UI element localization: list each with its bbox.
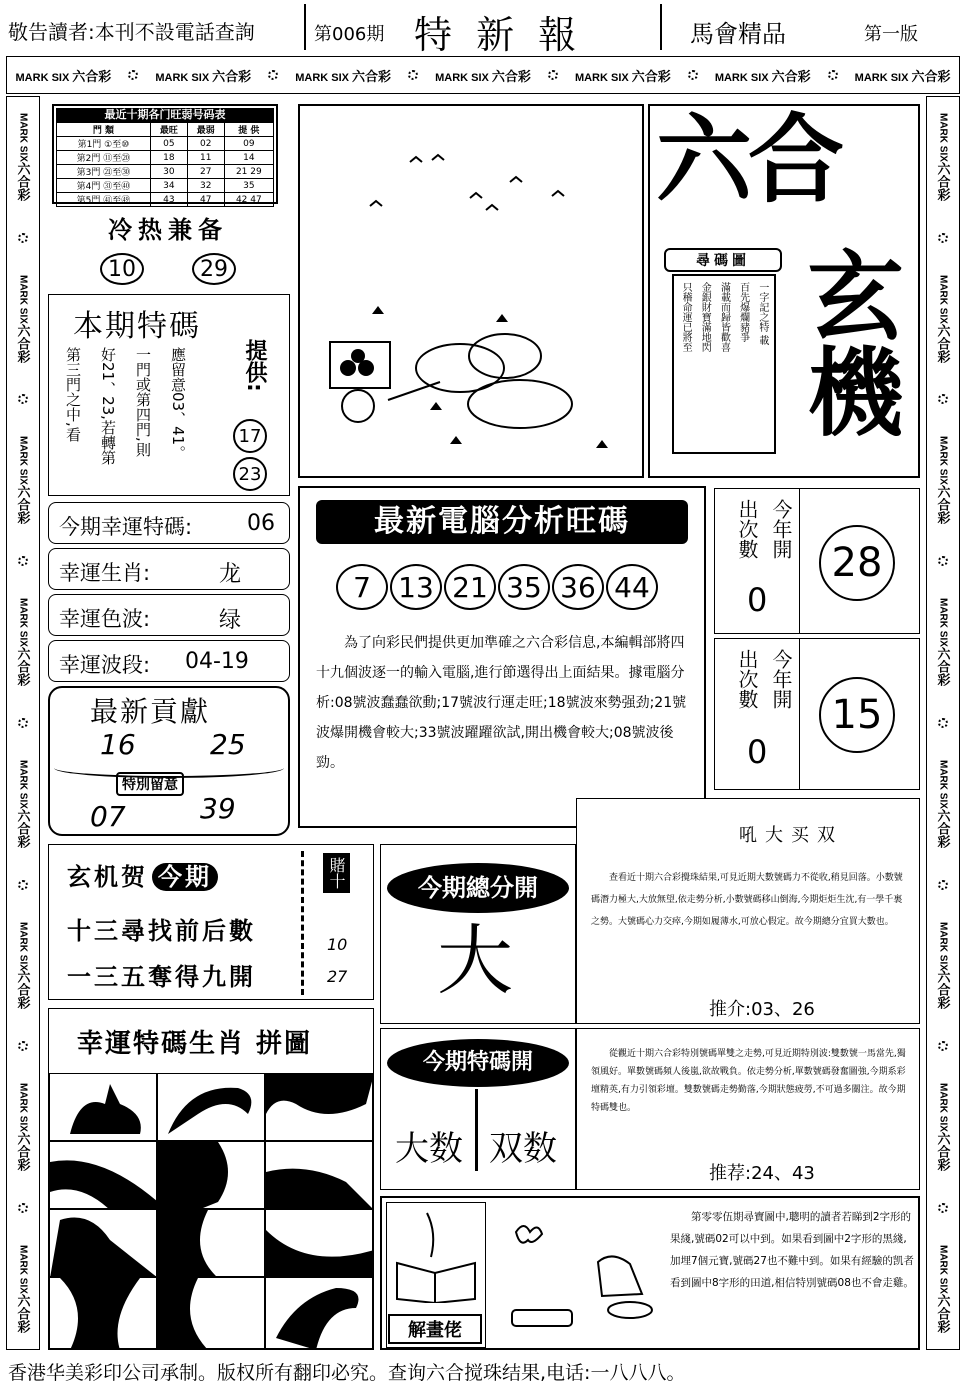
- big-small-panel: [380, 844, 576, 1024]
- ball-icon: [128, 70, 138, 80]
- offer-number: 17: [233, 419, 267, 453]
- xuanji-panel: [48, 844, 374, 1000]
- analysis-number: 35: [498, 564, 550, 610]
- odd-even-banner: 今期特碼開: [387, 1039, 569, 1087]
- table-row: 第4門 ㉛至㊵ 34 32 35: [57, 179, 274, 193]
- xuanji-highlight: 今期: [152, 863, 218, 891]
- year-stat-number: 28: [819, 525, 895, 601]
- table-row: 第2門 ⑪至⑳ 18 11 14: [57, 151, 274, 165]
- odd-even-recommend: 推荐:24、43: [709, 1163, 815, 1184]
- odd-even-answer-right: 双数: [489, 1129, 557, 1169]
- special-code-panel: [48, 294, 290, 496]
- brand-label: MARK SIX六合彩: [15, 274, 31, 363]
- odd-even-answer-left: 大数: [395, 1129, 463, 1169]
- ball-icon: [938, 1203, 948, 1213]
- lucky-color-label: 幸運色波:: [59, 607, 151, 631]
- big-small-body: 查看近十期六合彩攪珠結果,可見近期大數號碼力不從收,稍見回落。小數號碼潛力極大,大放無望,依走勢分析,小數號碼移山倒海,今期炬炬生沈,有一學千裏之勢。大號碼心力交瘁,今期如履薄水,可放心假定。故今期總分宜買大數也。: [591, 873, 903, 927]
- ball-icon: [688, 70, 698, 80]
- xuanji-side-number: 10: [327, 935, 348, 954]
- year-stat-number: 15: [819, 677, 895, 753]
- table-row: 第1門 ①至⑩ 05 02 09: [57, 137, 274, 151]
- lucky-zodiac-value: 龙: [219, 562, 242, 587]
- ball-icon: [828, 70, 838, 80]
- big-small-banner: 今期總分開: [387, 863, 569, 913]
- ball-icon: [18, 880, 28, 890]
- ball-icon: [18, 718, 28, 728]
- puzzle-piece: [49, 1277, 157, 1349]
- lucky-zodiac-label: 幸運生肖:: [59, 561, 151, 585]
- ball-icon: [408, 70, 418, 80]
- brand-label: MARK SIX六合彩: [935, 921, 951, 1010]
- mystery-panel: [648, 104, 920, 478]
- lucky-code-label: 今期幸運特碼:: [59, 515, 193, 539]
- stats-table-title: 最近十期各门旺弱号码表: [56, 108, 274, 122]
- newspaper-subtitle: 馬會精品: [690, 20, 786, 48]
- top-brand-strip: [6, 56, 960, 94]
- contribution-panel: [48, 686, 290, 836]
- brand-label: MARK SIX六合彩: [15, 921, 31, 1010]
- puzzle-piece: [49, 1073, 157, 1141]
- stats-table-panel: [52, 104, 278, 204]
- ball-icon: [938, 233, 948, 243]
- hot-cold-title: 冷热兼备: [108, 216, 228, 244]
- brand-label: MARK SIX六合彩: [935, 1083, 951, 1172]
- ball-icon: [938, 718, 948, 728]
- lucky-range-label: 幸運波段:: [59, 653, 151, 677]
- lucky-zodiac-row: [48, 548, 290, 590]
- left-brand-strip: [6, 96, 40, 1350]
- lucky-range-value: 04-19: [185, 649, 249, 674]
- puzzle-piece: [157, 1209, 265, 1277]
- analysis-number: 21: [444, 564, 496, 610]
- right-brand-strip: [926, 96, 960, 1350]
- puzzle-piece: [265, 1141, 373, 1209]
- poem-column: 百先爆爛豬爭: [737, 282, 749, 342]
- xuanji-line-2: 一三五奪得九開: [67, 963, 256, 991]
- special-attention-label: 特別留意: [116, 772, 184, 796]
- special-number: 39: [200, 792, 236, 825]
- ball-icon: [938, 1041, 948, 1051]
- footer: 香港华美彩印公司承制。版权所有翻印必究。查询六合搅珠结果,电话:一八八八。: [8, 1362, 686, 1384]
- ball-icon: [18, 233, 28, 243]
- brand-label: MARK SIX 六合彩: [714, 68, 811, 84]
- hot-number: 10: [100, 253, 144, 285]
- brand-label: MARK SIX六合彩: [935, 112, 951, 201]
- brand-label: MARK SIX 六合彩: [574, 68, 671, 84]
- computer-body: 為了向彩民們提供更加準確之六合彩信息,本編輯部將四十九個波逐一的輸入電腦,進行節選得出上面結果。據電腦分析:08號波蠢蠢欲動;17號波行運走旺;18號波來勢强劲;21號波爆開機會較大;33號波躍躍欲試,開出機會較大;08號波後勁。: [316, 635, 687, 771]
- poem-column: 滿載而歸皆歡喜: [718, 282, 730, 352]
- ball-icon: [938, 880, 948, 890]
- hot-cold-panel: [48, 210, 288, 290]
- big-small-analysis: [576, 798, 920, 1024]
- brand-label: MARK SIX六合彩: [15, 436, 31, 525]
- brand-label: MARK SIX六合彩: [15, 112, 31, 201]
- riddle-label: 解畫佬: [388, 1314, 482, 1344]
- brand-label: MARK SIX六合彩: [935, 436, 951, 525]
- table-row: 第3門 ㉑至㉚ 30 27 21 29: [57, 165, 274, 179]
- puzzle-piece: [49, 1141, 157, 1209]
- offer-label: 提供:: [242, 339, 267, 392]
- poem-column: 只稽命運已將至: [680, 282, 692, 352]
- xuanji-line-1: 十三尋找前后數: [67, 917, 256, 945]
- special-number: 07: [90, 800, 126, 833]
- contribution-title: 最新貢獻: [90, 695, 211, 728]
- special-code-line: 第三門之中,看: [64, 347, 82, 442]
- issue-number: 第006期: [314, 24, 385, 45]
- year-stats-row-2: [714, 638, 920, 790]
- brand-label: MARK SIX六合彩: [935, 274, 951, 363]
- brand-label: MARK SIX六合彩: [15, 1244, 31, 1333]
- brand-label: MARK SIX 六合彩: [854, 68, 951, 84]
- brand-label: MARK SIX 六合彩: [295, 68, 392, 84]
- riddle-illustration: [502, 1214, 662, 1344]
- masthead: [0, 0, 966, 57]
- table-header: 最旺: [150, 123, 187, 137]
- brand-label: MARK SIX六合彩: [935, 598, 951, 687]
- ball-icon: [268, 70, 278, 80]
- lucky-code-value: 06: [247, 511, 275, 536]
- poem-column: 金銀財寶滿地閃: [699, 282, 711, 352]
- puzzle-piece: [265, 1073, 373, 1141]
- puzzle-piece: [157, 1277, 265, 1349]
- brand-label: MARK SIX六合彩: [935, 759, 951, 848]
- puzzle-piece: [49, 1209, 157, 1277]
- big-small-recommend: 推介:03、26: [709, 999, 815, 1020]
- mystery-title-bottom: 玄機: [792, 246, 904, 438]
- ball-icon: [938, 556, 948, 566]
- big-small-side-title: 吼大买双: [739, 825, 843, 846]
- analysis-number: 44: [606, 564, 658, 610]
- brand-label: MARK SIX六合彩: [935, 1244, 951, 1333]
- analysis-number: 36: [552, 564, 604, 610]
- newspaper-title: 特 新 報: [414, 13, 583, 57]
- ball-icon: [18, 394, 28, 404]
- riddle-panel: [380, 1196, 920, 1350]
- puzzle-piece: [157, 1141, 265, 1209]
- notice-text: 敬告讀者:本刊不設電話查詢: [8, 20, 255, 44]
- xuanji-side-label: 賭十: [323, 853, 350, 893]
- special-code-line: 一門或第四門,則: [134, 347, 152, 457]
- ball-icon: [18, 556, 28, 566]
- mystery-title-top: 六合: [656, 104, 840, 216]
- analysis-number: 7: [336, 564, 388, 610]
- computer-analysis-panel: [298, 486, 706, 828]
- brand-label: MARK SIX 六合彩: [15, 68, 112, 84]
- brand-label: MARK SIX六合彩: [15, 759, 31, 848]
- ball-icon: [548, 70, 558, 80]
- xuanji-prefix: 玄机贺: [67, 863, 148, 891]
- offer-number: 23: [233, 457, 267, 491]
- puzzle-panel: [48, 1008, 374, 1350]
- scroll-label: 尋碼圖: [664, 248, 782, 272]
- odd-even-panel: [380, 1028, 576, 1190]
- lucky-range-row: [48, 640, 290, 682]
- table-header: 最弱: [187, 123, 224, 137]
- odd-even-body: 從觀近十期六合彩特別號碼單雙之走勢,可見近期特別波:雙數號一馬當先,獨領風好。單數號碼頻人後嵐,欲故戰負。依走勢分析,單數號碼發奮圖強,今期系彩壇精英,有力引領彩壇。雙數號碼走勢勤落,今期狀態疲勞,不可過多關注。故今期特碼雙也。: [591, 1049, 906, 1113]
- lucky-color-value: 绿: [219, 608, 242, 633]
- puzzle-piece: [265, 1209, 373, 1277]
- big-small-answer: 大: [437, 916, 513, 1005]
- poem-column: 一字記之特 載: [756, 282, 768, 346]
- year-stat-label-b: 今年開: [769, 649, 793, 709]
- year-stat-label-a: 出次數: [735, 499, 759, 559]
- brand-label: MARK SIX 六合彩: [435, 68, 531, 84]
- table-row: 第5門 ㊶至㊾ 43 47 42 47: [57, 193, 274, 207]
- special-code-line: 應留意03、41。: [169, 347, 187, 461]
- puzzle-piece: [157, 1073, 265, 1141]
- computer-title: 最新電腦分析旺碼: [316, 500, 688, 544]
- brand-label: MARK SIX六合彩: [15, 1083, 31, 1172]
- lucky-code-row: [48, 502, 290, 544]
- lucky-color-row: [48, 594, 290, 636]
- year-stat-count: 0: [747, 581, 768, 619]
- brand-label: MARK SIX六合彩: [15, 598, 31, 687]
- analysis-number: 13: [390, 564, 442, 610]
- xuanji-side-number: 27: [327, 967, 348, 986]
- ball-icon: [18, 1041, 28, 1051]
- puzzle-title: 幸運特碼生肖 拼圖: [77, 1029, 313, 1059]
- contribution-number: 16: [100, 728, 136, 761]
- table-header: 提 供: [224, 123, 273, 137]
- year-stat-count: 0: [747, 733, 768, 771]
- special-code-title: 本期特碼: [73, 309, 201, 344]
- brand-label: MARK SIX 六合彩: [155, 68, 252, 84]
- puzzle-piece: [265, 1277, 373, 1349]
- riddle-body: 第零零伍期尋寶圖中,聰明的讀者若睇到2字形的果綫,號碼02可以中到。如果看到圖中2字形的黑綫,加埋7個元寶,號碼27也不難中到。如果有經驗的凯者看到圖中8字形的田道,相信特別號碼08也不會走雞。: [670, 1211, 914, 1289]
- hot-number: 29: [192, 253, 236, 285]
- year-stats-row-1: [714, 488, 920, 634]
- stats-table: [56, 122, 274, 207]
- year-stat-label-b: 今年開: [769, 499, 793, 559]
- special-code-line: 好21、23,若轉第: [99, 347, 117, 465]
- treasure-illustration: [298, 104, 644, 478]
- year-stat-label-a: 出次數: [735, 649, 759, 709]
- ball-icon: [938, 394, 948, 404]
- table-header: 門 類: [57, 123, 151, 137]
- ball-icon: [18, 1203, 28, 1213]
- contribution-number: 25: [210, 728, 246, 761]
- odd-even-analysis: [576, 1028, 920, 1190]
- poem-scroll: [672, 274, 776, 454]
- edition-label: 第一版: [864, 24, 918, 45]
